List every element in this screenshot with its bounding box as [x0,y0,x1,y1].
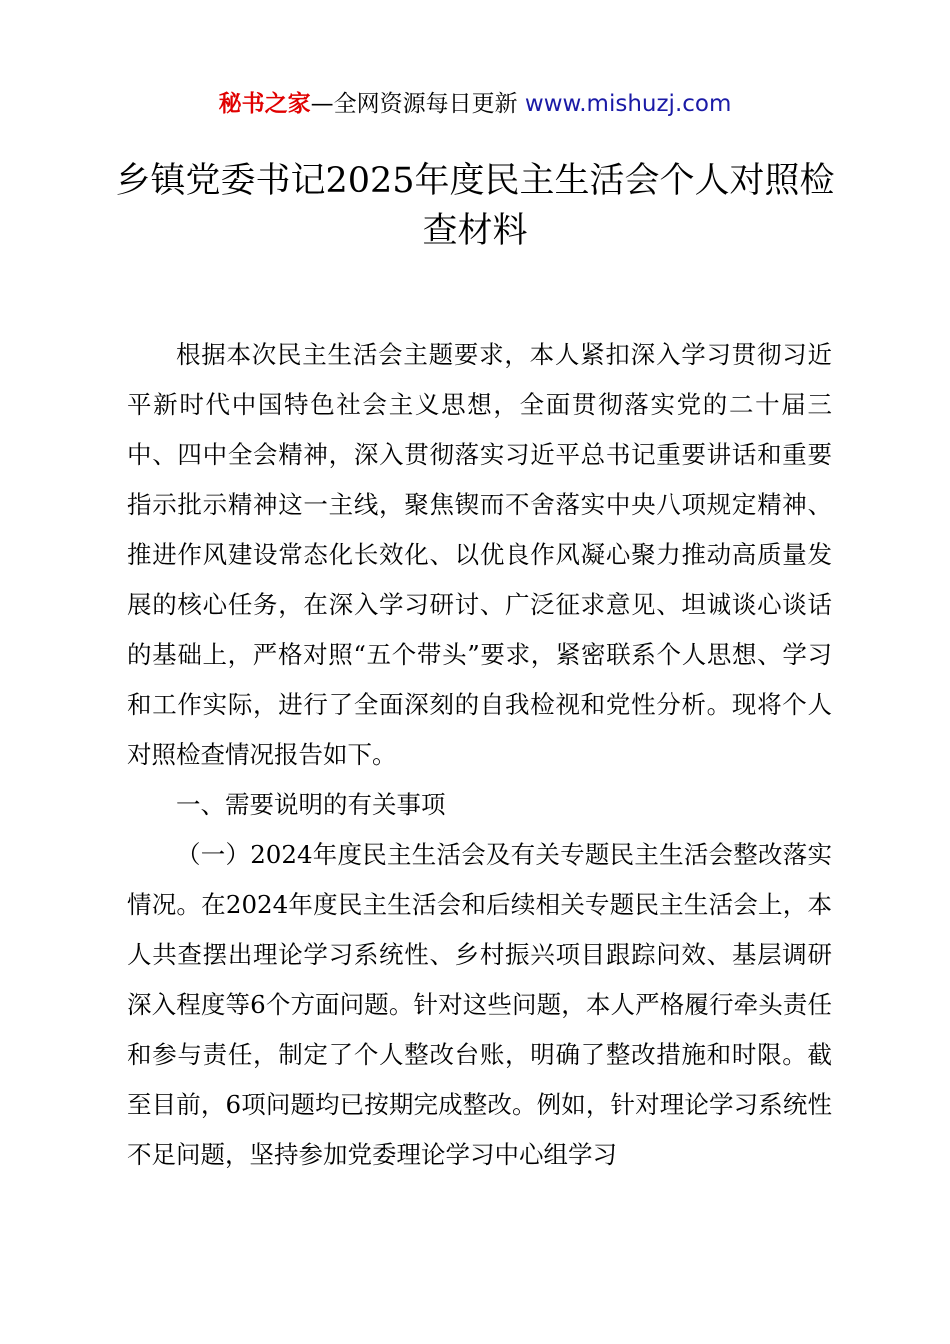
site-url-link[interactable]: www.mishuzj.com [524,91,732,117]
document-title: 乡镇党委书记2025年度民主生活会个人对照检查材料 [115,161,835,251]
subsection-paragraph: （一）2024年度民主生活会及有关专题民主生活会整改落实情况。在2024年度民主生活会和后续相关专题民主生活会上，本人共查摆出理论学习系统性、乡村振兴项目跟踪问效、基层调研深入程度等6个方面问题。针对这些问题，本人严格履行牵头责任和参与责任，制定了个人整改台账，明确了整改措施和时限。截至目前，6项问题均已按期完成整改。例如，针对理论学习系统性不足问题，坚持参加党委理论学习中心组学习 [127,840,832,1169]
document-body [127,330,832,1180]
site-banner [0,86,950,122]
section-heading: 一、需要说明的有关事项 [176,790,446,819]
site-brand: 秘书之家 [218,91,311,117]
site-tagline: —全网资源每日更新 [310,91,525,117]
intro-paragraph: 根据本次民主生活会主题要求，本人紧扣深入学习贯彻习近平新时代中国特色社会主义思想，全面贯彻落实党的二十届三中、四中全会精神，深入贯彻落实习近平总书记重要讲话和重要指示批示精神这一主线，聚焦锲而不舍落实中央八项规定精神、推进作风建设常态化长效化、以优良作风凝心聚力推动高质量发展的核心任务，在深入学习研讨、广泛征求意见、坦诚谈心谈话的基础上，严格对照“五个带头”要求，紧密联系个人思想、学习和工作实际，进行了全面深刻的自我检视和党性分析。现将个人对照检查情况报告如下。 [127,340,832,769]
